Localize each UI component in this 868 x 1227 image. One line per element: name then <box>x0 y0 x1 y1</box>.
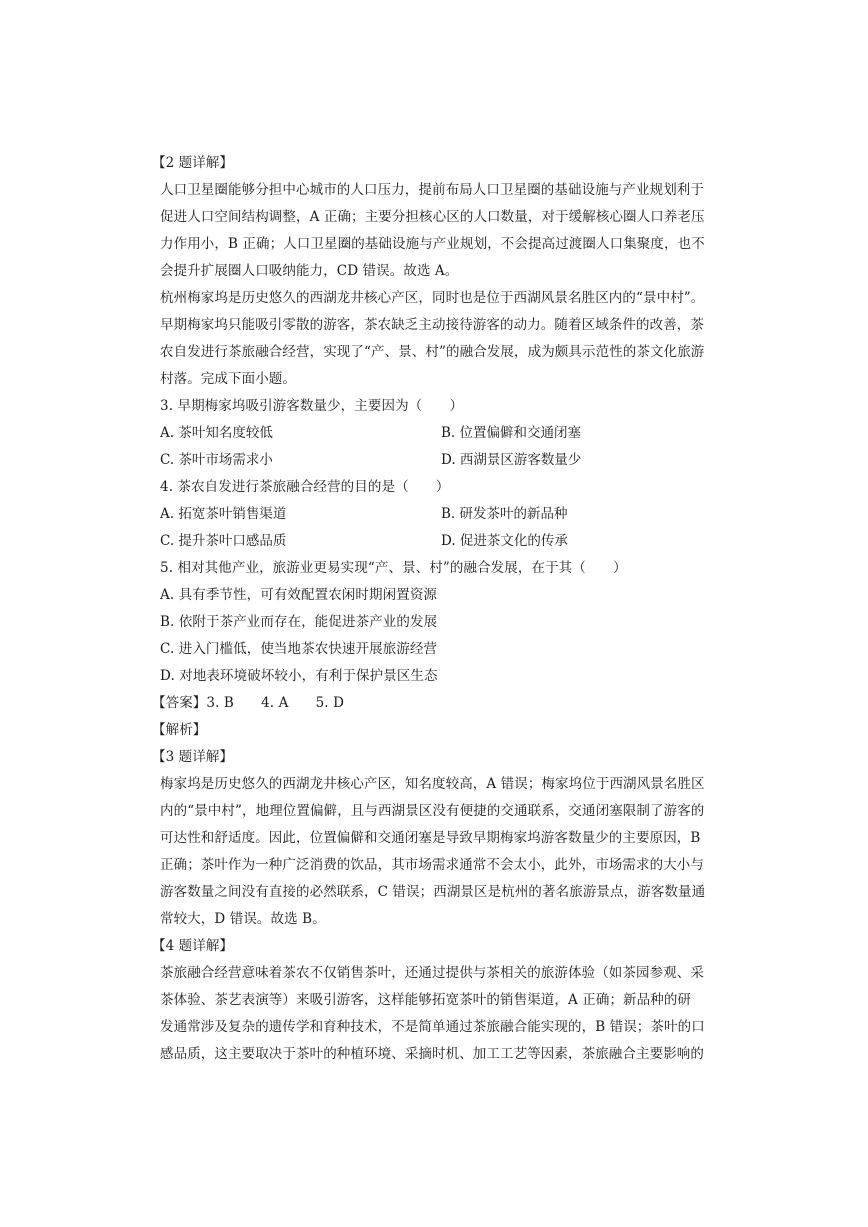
section-2-line: 会提升扩展圈人口吸纳能力，CD 错误。故选 A。 <box>160 263 459 279</box>
passage-line: 农自发进行茶旅融合经营，实现了“产、景、村”的融合发展，成为颇具示范性的茶文化旅游 <box>160 344 705 360</box>
section-2-line: 人口卫星圈能够分担中心城市的人口压力，提前布局人口卫星圈的基础设施与产业规划利于 <box>160 182 704 198</box>
question-3-options-row <box>160 447 720 474</box>
question-5-option-b: B. 依附于茶产业而存在，能促进茶产业的发展 <box>160 614 438 630</box>
section-3-line: 正确；茶叶作为一种广泛消费的饮品，其市场需求通常不会太小，此外，市场需求的大小与 <box>160 857 704 873</box>
question-5-stem: 5. 相对其他产业，旅游业更易实现“产、景、村”的融合发展，在于其（ ） <box>160 560 627 576</box>
section-3-line: 游客数量之间没有直接的必然联系，C 错误；西湖景区是杭州的著名旅游景点，游客数量通 <box>160 884 706 900</box>
section-3-line: 梅家坞是历史悠久的西湖龙井核心产区，知名度较高，A 错误；梅家坞位于西湖风景名胜区 <box>160 776 705 792</box>
question-3-option-d: D. 西湖景区游客数量少 <box>441 452 582 468</box>
section-4-line: 感品质，这主要取决于茶叶的种植环境、采摘时机、加工工艺等因素，茶旅融合主要影响的 <box>160 1046 704 1062</box>
question-4-option-b: B. 研发茶叶的新品种 <box>441 506 568 522</box>
question-3-stem: 3. 早期梅家坞吸引游客数量少，主要因为（ ） <box>160 398 464 414</box>
section-3-line: 内的“景中村”，地理位置偏僻，且与西湖景区没有便捷的交通联系，交通闭塞限制了游客的 <box>160 803 705 819</box>
section-3-line: 常较大，D 错误。故选 B。 <box>160 911 326 927</box>
question-5-option-a: A. 具有季节性，可有效配置农闲时期闲置资源 <box>160 587 438 603</box>
question-4-options-row <box>160 528 720 555</box>
section-4-line: 茶旅融合经营意味着茶农不仅销售茶叶，还通过提供与茶相关的旅游体验（如茶园参观、采 <box>160 965 704 981</box>
question-4-stem: 4. 茶农自发进行茶旅融合经营的目的是（ ） <box>160 479 450 495</box>
section-2-line: 力作用小，B 正确；人口卫星圈的基础设施与产业规划，不会提高过渡圈人口集聚度，也不 <box>160 236 705 252</box>
question-4-options-row <box>160 501 720 528</box>
question-3-options-row <box>160 420 720 447</box>
question-3-option-b: B. 位置偏僻和交通闭塞 <box>441 425 582 441</box>
question-4-option-c: C. 提升茶叶口感品质 <box>160 533 287 549</box>
passage-line: 早期梅家坞只能吸引零散的游客，茶农缺乏主动接待游客的动力。随着区域条件的改善，茶 <box>160 317 704 333</box>
section-4-line: 茶体验、茶艺表演等）来吸引游客，这样能够拓宽茶叶的销售渠道，A 正确；新品种的研 <box>160 992 692 1008</box>
passage-line: 杭州梅家坞是历史悠久的西湖龙井核心产区，同时也是位于西湖风景名胜区内的“景中村”。 <box>160 290 705 306</box>
section-2-heading: 【2 题详解】 <box>152 155 234 171</box>
section-3-line: 可达性和舒适度。因此，位置偏僻和交通闭塞是导致早期梅家坞游客数量少的主要原因，B <box>160 830 701 846</box>
section-2-line: 促进人口空间结构调整，A 正确；主要分担核心区的人口数量，对于缓解核心圈人口养老压 <box>160 209 705 225</box>
section-4-heading: 【4 题详解】 <box>152 938 234 954</box>
analysis-heading: 【解析】 <box>152 722 207 738</box>
question-4-option-a: A. 拓宽茶叶销售渠道 <box>160 506 287 522</box>
answer-line: 【答案】3. B 4. A 5. D <box>152 695 345 711</box>
question-5-option-d: D. 对地表环境破坏较小，有利于保护景区生态 <box>160 668 438 684</box>
document-page <box>152 150 720 1068</box>
passage-line: 村落。完成下面小题。 <box>160 371 296 387</box>
question-5-option-c: C. 进入门槛低，使当地茶农快速开展旅游经营 <box>160 641 438 657</box>
question-4-option-d: D. 促进茶文化的传承 <box>441 533 568 549</box>
section-4-line: 发通常涉及复杂的遗传学和育种技术，不是简单通过茶旅融合能实现的，B 错误；茶叶的口 <box>160 1019 705 1035</box>
question-3-option-a: A. 茶叶知名度较低 <box>160 425 273 441</box>
question-3-option-c: C. 茶叶市场需求小 <box>160 452 273 468</box>
section-3-heading: 【3 题详解】 <box>152 749 234 765</box>
